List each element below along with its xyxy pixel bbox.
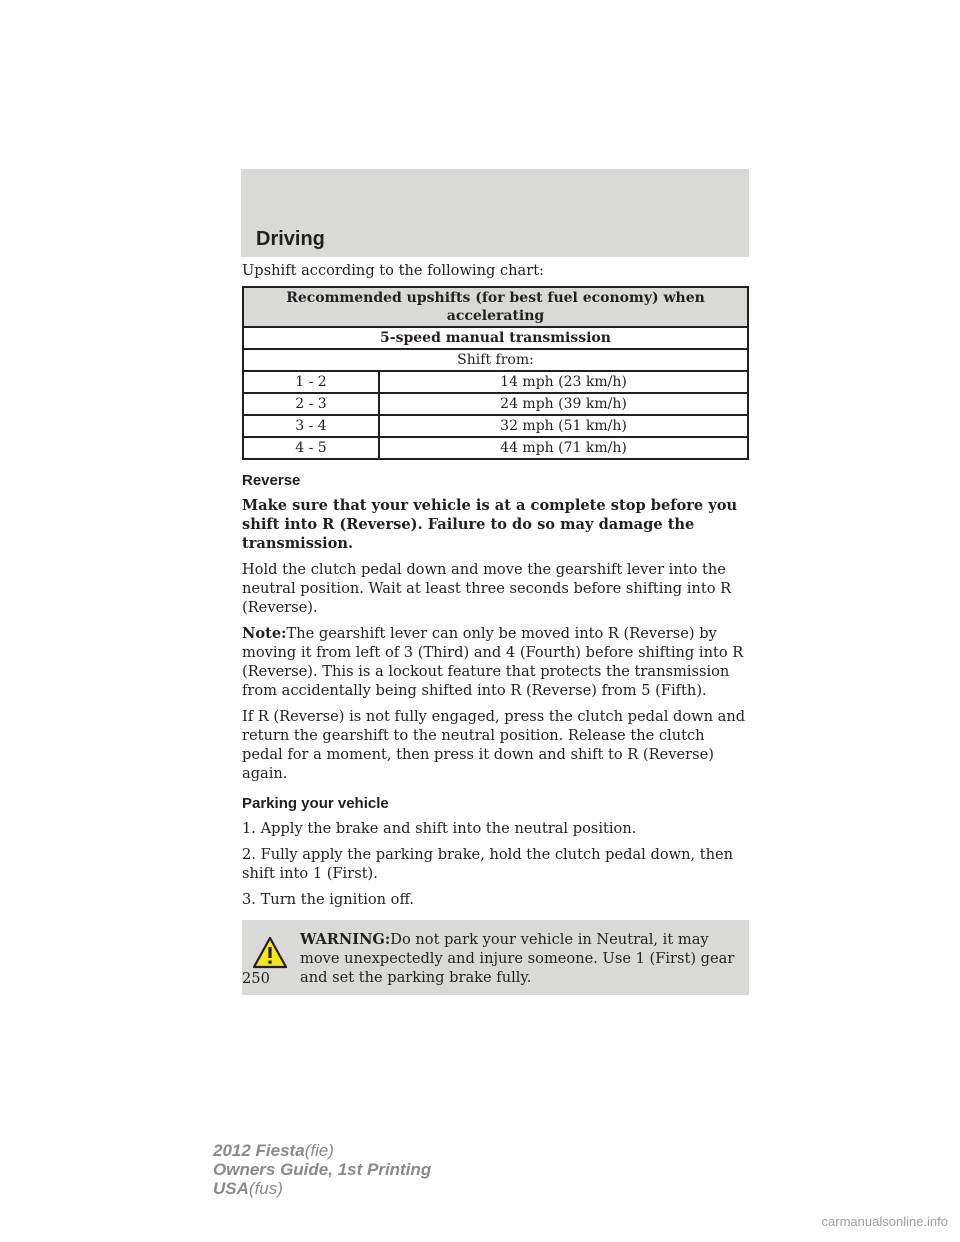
parking-step-2: 2. Fully apply the parking brake, hold the clutch pedal down, then shift into 1 (First). — [242, 846, 734, 882]
warning-label: WARNING: — [300, 931, 391, 948]
gear-cell: 1 - 2 — [243, 371, 379, 393]
reverse-warning-text: Make sure that your vehicle is at a complete stop before you shift into R (Reverse). Failure to do so may damage the transmission. — [242, 497, 738, 552]
footer-model-code: (fie) — [304, 1141, 334, 1160]
warning-text — [248, 930, 743, 987]
gear-cell: 4 - 5 — [243, 437, 379, 459]
table-row — [243, 371, 748, 393]
watermark: carmanualsonline.info — [821, 1214, 948, 1229]
speed-cell: 44 mph (71 km/h) — [379, 437, 748, 459]
reverse-paragraph-2: If R (Reverse) is not fully engaged, press the clutch pedal down and return the gearshift to the neutral position. Release the clutch pedal for a moment, then press it down and shift to R (Reverse) again. — [242, 708, 746, 782]
table-row — [243, 415, 748, 437]
footer-line-1 — [213, 1141, 431, 1160]
intro-text: Upshift according to the following chart: — [242, 262, 545, 279]
footer-market: USA — [213, 1179, 249, 1198]
reverse-paragraph-1: Hold the clutch pedal down and move the gearshift lever into the neutral position. Wait at least three seconds before shifting into R (Reverse). — [242, 561, 732, 616]
warning-triangle-icon — [252, 936, 288, 970]
reverse-heading: Reverse — [242, 472, 301, 489]
parking-step-3: 3. Turn the ignition off. — [242, 891, 414, 908]
table-row — [243, 437, 748, 459]
footer-line-2 — [213, 1160, 431, 1179]
chapter-title: Driving — [256, 228, 325, 250]
speed-cell: 14 mph (23 km/h) — [379, 371, 748, 393]
warning-body: Do not park your vehicle in Neutral, it may move unexpectedly and injure someone. Use 1 (First) gear and set the parking brake fully. — [300, 931, 735, 986]
parking-step-1: 1. Apply the brake and shift into the neutral position. — [242, 820, 637, 837]
footer-model: 2012 Fiesta — [213, 1141, 305, 1160]
print-footer — [213, 1141, 431, 1198]
table-shift-from-row — [243, 349, 748, 371]
table-title: Recommended upshifts (for best fuel economy) when accelerating — [243, 287, 748, 327]
speed-cell: 32 mph (51 km/h) — [379, 415, 748, 437]
page-content — [242, 261, 749, 995]
table-subtitle-row — [243, 327, 748, 349]
warning-box — [242, 920, 749, 995]
footer-market-code: (fus) — [248, 1179, 283, 1198]
reverse-note — [242, 624, 749, 700]
table-row — [243, 393, 748, 415]
note-label: Note: — [242, 625, 287, 642]
table-title-row — [243, 287, 748, 327]
speed-cell: 24 mph (39 km/h) — [379, 393, 748, 415]
gear-cell: 3 - 4 — [243, 415, 379, 437]
note-text: The gearshift lever can only be moved into R (Reverse) by moving it from left of 3 (Third) and 4 (Fourth) before shifting into R (Reverse). This is a lockout feature that protects the transmission from accidentally being shifted into R (Reverse) from 5 (Fifth). — [242, 625, 744, 699]
parking-heading: Parking your vehicle — [242, 795, 389, 812]
gear-cell: 2 - 3 — [243, 393, 379, 415]
page-number: 250 — [242, 970, 270, 987]
table-shift-from: Shift from: — [243, 349, 748, 371]
footer-edition: Owners Guide, 1st Printing — [213, 1160, 432, 1179]
chapter-header — [241, 169, 749, 257]
table-subtitle: 5-speed manual transmission — [243, 327, 748, 349]
upshift-table — [242, 286, 749, 460]
footer-line-3 — [213, 1179, 431, 1198]
